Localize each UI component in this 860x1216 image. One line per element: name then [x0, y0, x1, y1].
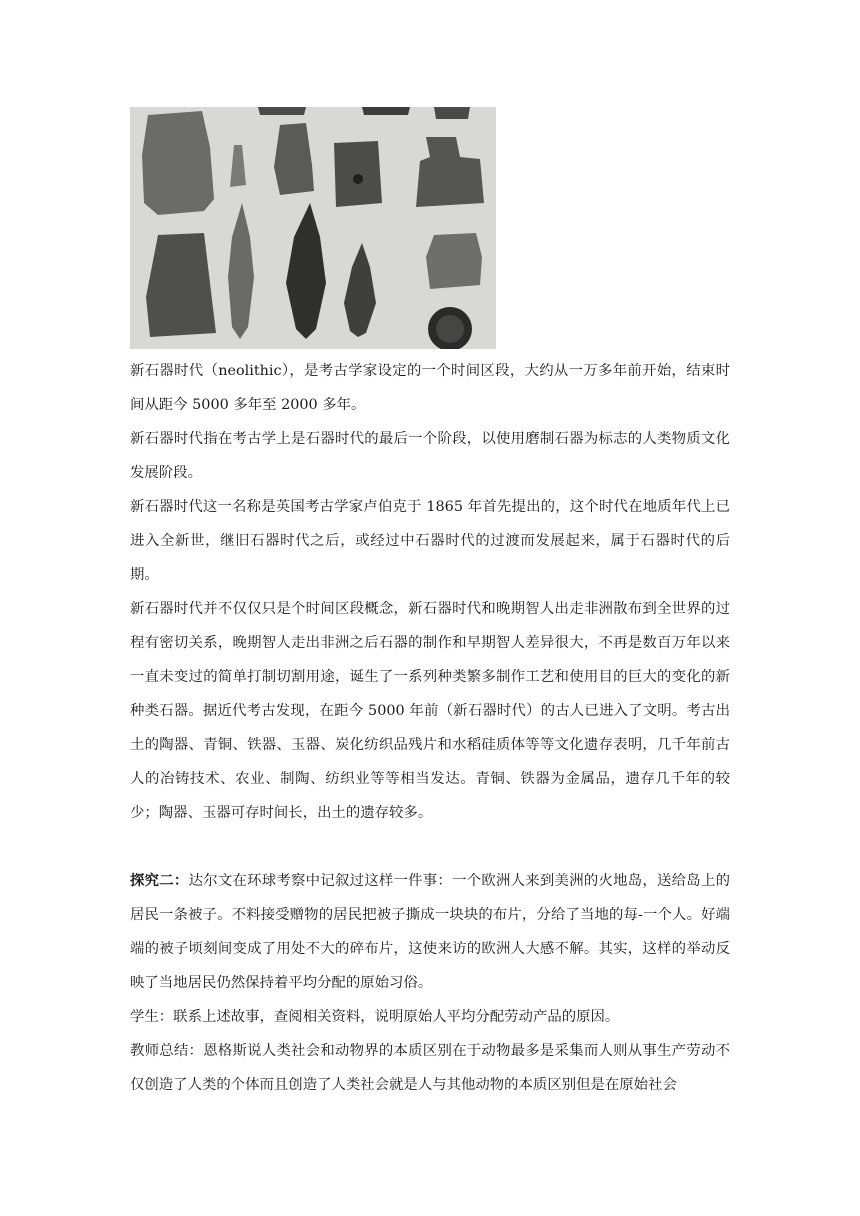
inquiry-label: 探究二： [130, 872, 189, 889]
paragraph-details: 新石器时代并不仅仅只是个时间区段概念，新石器时代和晚期智人出走非洲散布到全世界的过程有密切关系，晚期智人走出非洲之后石器的制作和早期智人差异很大，不再是数百万年以来一直未变过的简单打制切割用途，诞生了一系列种类繁多制作工艺和使用目的巨大的变化的新种类石器。据近代考古发现，在距今 5000 年前（新石器时代）的古人已进入了文明。考古出土的陶器、青铜、铁器、玉器、炭化纺织品残片和水稻硅质体等等文化遗存表明，几千年前古人的冶铸技术、农业、制陶、纺织业等等相当发达。青铜、铁器为金属品，遗存几千年的较少；陶器、玉器可存时间长，出土的遗存较多。 [130, 601, 730, 821]
paragraph-spacer [130, 830, 730, 864]
stone-tool-2 [258, 107, 306, 115]
inquiry-text: 达尔文在环球考察中记叙过这样一件事：一个欧洲人来到美洲的火地岛，送给岛上的居民一条被子。不料接受赠物的居民把被子撕成一块块的布片，分给了当地的每-一个人。好端端的被子顷刻间变成了用处不大的碎布片，这使来访的欧洲人大感不解。其实，这样的举动反映了当地居民仍然保持着平均分配的原始习俗。 [130, 873, 730, 991]
stone-tool-1 [142, 111, 214, 215]
stone-tools-photo [130, 107, 496, 349]
stone-tool-6 [362, 107, 410, 115]
article-body [130, 354, 730, 1102]
stone-tools-illustration [130, 107, 496, 349]
stone-tool-9 [146, 233, 216, 337]
stone-tool-7 [434, 107, 470, 119]
stone-tool-13 [426, 233, 482, 289]
paragraph-definition: 新石器时代（neolithic），是考古学家设定的一个时间区段，大约从一万多年前开始，结束时间从距今 5000 多年至 2000 多年。 [130, 363, 730, 413]
paragraph-origin: 新石器时代这一名称是英国考古学家卢伯克于 1865 年首先提出的，这个时代在地质年代上已进入全新世，继旧石器时代之后，或经过中石器时代的过渡而发展起来，属于石器时代的后期。 [130, 499, 730, 583]
student-task: 学生：联系上述故事，查阅相关资料，说明原始人平均分配劳动产品的原因。 [130, 1009, 620, 1025]
teacher-summary: 教师总结：恩格斯说人类社会和动物界的本质区别在于动物最多是采集而人则从事生产劳动不仅创造了人类的个体而且创造了人类社会就是人与其他动物的本质区别但是在原始社会 [130, 1043, 730, 1093]
inquiry-paragraph [130, 864, 730, 1000]
paragraph-stage: 新石器时代指在考古学上是石器时代的最后一个阶段，以使用磨制石器为标志的人类物质文化发展阶段。 [130, 431, 730, 481]
